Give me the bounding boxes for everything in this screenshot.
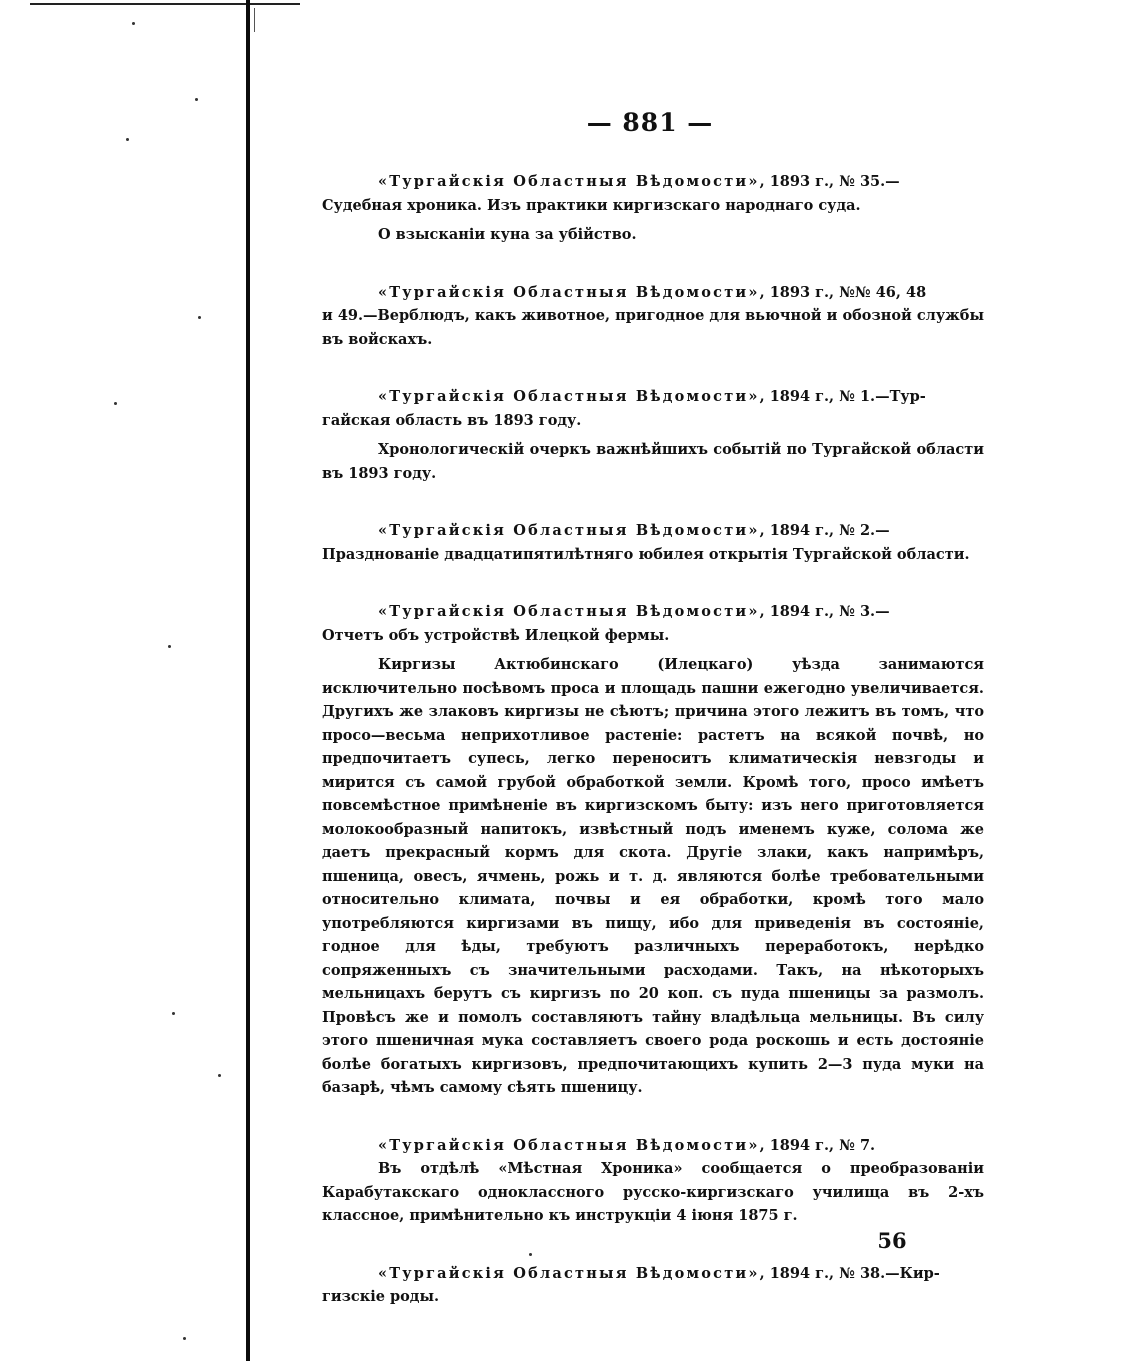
- periodical-title: «Тургайскія Областныя Вѣдомости»: [378, 1136, 760, 1154]
- entry-heading: [322, 1262, 984, 1286]
- entry-7: [322, 1262, 984, 1309]
- periodical-title: «Тургайскія Областныя Вѣдомости»: [378, 388, 760, 405]
- periodical-title: «Тургайскія Областныя Вѣдомости»: [378, 173, 760, 190]
- issue-info: , 1894 г., № 1.—Тур-: [759, 388, 926, 405]
- entry-body: Въ отдѣлѣ «Мѣстная Хроника» сообщается о преобразованіи Карабутакскаго одноклассного русско-киргизскаго училища въ 2-хъ классное, примѣнительно къ инструкціи 4 іюня 1875 г.: [322, 1160, 984, 1224]
- scan-edge-rule: [30, 3, 300, 5]
- issue-info: , 1894 г., № 3.—: [759, 603, 890, 620]
- issue-info: , 1894 г., № 38.—Кир-: [759, 1264, 940, 1282]
- entry-heading: [322, 1134, 984, 1158]
- speck: [195, 98, 198, 101]
- entry-2: [322, 281, 984, 352]
- entry-5: [322, 600, 984, 1100]
- speck: [126, 138, 129, 141]
- entry-4: [322, 519, 984, 566]
- binding-tick: [254, 8, 255, 32]
- entry-lead: Празднованіе двадцатипятилѣтняго юбилея открытія Тургайской области.: [322, 545, 970, 563]
- signature-mark: 56: [877, 1228, 907, 1253]
- speck: [132, 22, 135, 25]
- issue-info: , 1893 г., № 35.—: [759, 173, 900, 190]
- entry-heading: [322, 385, 984, 409]
- entry-6: [322, 1134, 984, 1228]
- speck: [218, 1074, 221, 1077]
- periodical-title: «Тургайскія Областныя Вѣдомости»: [378, 283, 760, 301]
- entry-1: [322, 170, 984, 247]
- speck: [168, 645, 171, 648]
- entry-lead: и 49.—Верблюдъ, какъ животное, пригодное для вьючной и обозной службы въ войскахъ.: [322, 307, 984, 348]
- page-number-top: — 881 —: [586, 108, 714, 137]
- periodical-title: «Тургайскія Областныя Вѣдомости»: [378, 603, 760, 620]
- entry-body: Хронологическій очеркъ важнѣйшихъ событій по Тургайской области въ 1893 году.: [322, 441, 984, 482]
- entry-lead: гизскіе роды.: [322, 1288, 440, 1305]
- issue-info: , 1893 г., №№ 46, 48: [759, 283, 927, 301]
- entry-heading: [322, 170, 984, 194]
- entry-body: О взысканіи куна за убійство.: [378, 226, 637, 243]
- entry-heading: [322, 281, 984, 305]
- entry-3: [322, 385, 984, 485]
- periodical-title: «Тургайскія Областныя Вѣдомости»: [378, 522, 760, 539]
- bibliography-text: [322, 170, 984, 1309]
- speck: [198, 316, 201, 319]
- binding-line: [246, 0, 250, 1361]
- speck: [172, 1012, 175, 1015]
- periodical-title: «Тургайскія Областныя Вѣдомости»: [378, 1264, 760, 1282]
- entry-body: Киргизы Актюбинскаго (Илецкаго) уѣзда занимаются исключительно посѣвомъ проса и площадь пашни ежегодно увеличивается. Другихъ же злаковъ киргизы не сѣютъ; причина этого лежитъ въ томъ, что просо—весьма неприхотливое растеніе: растетъ на всякой почвѣ, но предпочитаетъ супесь, легко переноситъ климатическія невзгоды и мирится съ самой грубой обработкой земли. Кромѣ того, просо имѣетъ повсемѣстное примѣненіе въ киргизскомъ быту: изъ него приготовляется молокообразный напитокъ, извѣстный подъ именемъ куже, солома же даетъ прекрасный кормъ для скота. Другіе злаки, какъ напримѣръ, пшеница, овесъ, ячмень, рожь и т. д. являются болѣе требовательными относительно климата, почвы и ея обработки, кромѣ того мало употребляются киргизами въ пищу, ибо для приведенія въ состояніе, годное для ѣды, требуютъ различныхъ переработокъ, нерѣдко сопряженныхъ съ значительными расходами. Такъ, на нѣкоторыхъ мельницахъ берутъ съ киргизъ по 20 коп. съ пуда пшеницы за размолъ. Провѣсъ же и помолъ составляютъ тайну владѣльца мельницы. Въ силу этого пшеничная мука составляетъ своего рода роскошь и есть достояніе болѣе богатыхъ киргизовъ, предпочитающихъ купить 2—3 пуда муки на базарѣ, чѣмъ самому сѣять пшеницу.: [322, 656, 984, 1096]
- entry-heading: [322, 519, 984, 543]
- entry-lead: Отчетъ объ устройствѣ Илецкой фермы.: [322, 626, 670, 644]
- entry-lead: гайская область въ 1893 году.: [322, 411, 582, 429]
- entry-heading: [322, 600, 984, 624]
- speck: [114, 402, 117, 405]
- entry-lead: Судебная хроника. Изъ практики киргизскаго народнаго суда.: [322, 196, 861, 214]
- issue-info: , 1894 г., № 7.: [759, 1136, 876, 1154]
- speck: [183, 1337, 186, 1340]
- issue-info: , 1894 г., № 2.—: [759, 522, 890, 539]
